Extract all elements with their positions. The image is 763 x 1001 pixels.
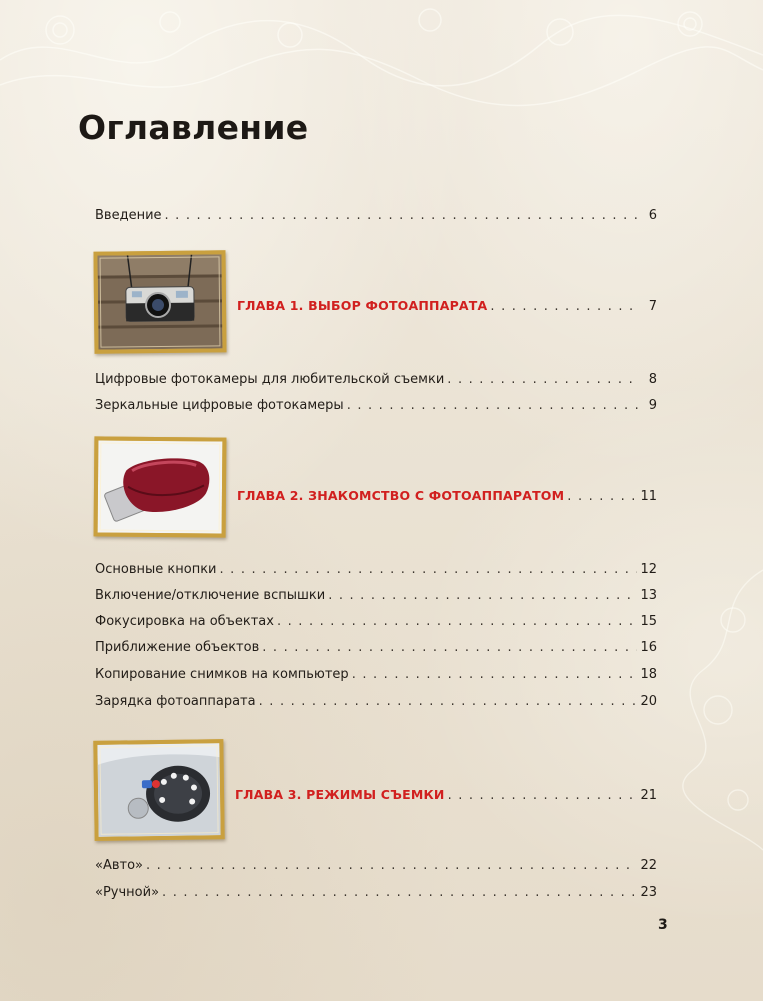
toc-entry[interactable] (95, 883, 657, 903)
toc-chapter-2[interactable] (237, 486, 657, 506)
toc-entry-label: Включение/отключение вспышки (95, 588, 326, 603)
toc-entry-label: Приближение объектов (95, 640, 260, 655)
toc-page-number: 16 (640, 640, 657, 655)
leader-dots (347, 396, 640, 416)
toc-page-number: 13 (640, 588, 657, 603)
leader-dots (352, 665, 638, 685)
toc-entry-label: Зеркальные цифровые фотокамеры (95, 398, 344, 413)
leader-dots (447, 370, 640, 390)
chapter-title: ГЛАВА 2. ЗНАКОМСТВО С ФОТОАППАРАТОМ (237, 488, 565, 503)
toc-page-number: 7 (648, 299, 657, 314)
toc-entry[interactable] (95, 612, 657, 632)
toc-entry[interactable] (95, 586, 657, 606)
leader-dots (220, 560, 638, 580)
toc-entry-label: Основные кнопки (95, 562, 217, 577)
toc-page-number: 22 (640, 858, 657, 873)
leader-dots (259, 692, 638, 712)
leader-dots (328, 586, 637, 606)
toc-entry[interactable] (95, 856, 657, 876)
toc-entry[interactable] (95, 665, 657, 685)
toc-page-number: 21 (640, 788, 657, 803)
toc-entry-label: Зарядка фотоаппарата (95, 694, 256, 709)
toc-page-number: 12 (640, 562, 657, 577)
page-number: 3 (658, 917, 668, 933)
toc-page-number: 11 (640, 489, 657, 504)
leader-dots (162, 883, 637, 903)
chapter-title: ГЛАВА 1. ВЫБОР ФОТОАППАРАТА (237, 298, 488, 313)
leader-dots (567, 487, 637, 507)
toc-page-number: 15 (640, 614, 657, 629)
chapter2-image (94, 436, 227, 537)
leader-dots (448, 786, 638, 806)
toc-entry[interactable] (95, 396, 657, 416)
toc-entry[interactable] (95, 370, 657, 390)
toc-entry-label: Копирование снимков на компьютер (95, 667, 349, 682)
leader-dots (146, 856, 637, 876)
leader-dots (262, 638, 637, 658)
leader-dots (165, 206, 640, 226)
toc-chapter-1[interactable] (237, 296, 657, 316)
page-title: Оглавление (78, 108, 309, 147)
leader-dots (490, 297, 640, 317)
chapter3-image (93, 739, 224, 841)
leader-dots (277, 612, 638, 632)
toc-chapter-3[interactable] (235, 785, 657, 805)
toc-entry-label: Фокусировка на объектах (95, 614, 274, 629)
toc-entry-label: Цифровые фотокамеры для любительской съемки (95, 372, 445, 387)
toc-entry-label: Введение (95, 208, 162, 223)
toc-page-number: 20 (640, 694, 657, 709)
toc-page-number: 8 (648, 372, 657, 387)
chapter1-image (93, 250, 226, 353)
toc-entry-label: «Ручной» (95, 885, 160, 900)
toc-entry-label: «Авто» (95, 858, 143, 873)
toc-entry[interactable] (95, 560, 657, 580)
toc-entry[interactable] (95, 692, 657, 712)
toc-page-number: 6 (648, 208, 657, 223)
toc-page-number: 18 (640, 667, 657, 682)
toc-page-number: 9 (648, 398, 657, 413)
lace-decoration-right (673, 560, 763, 860)
lace-decoration (0, 0, 763, 110)
toc-page-number: 23 (640, 885, 657, 900)
toc-entry-intro[interactable] (95, 206, 657, 226)
chapter-title: ГЛАВА 3. РЕЖИМЫ СЪЕМКИ (235, 787, 445, 802)
toc-entry[interactable] (95, 638, 657, 658)
